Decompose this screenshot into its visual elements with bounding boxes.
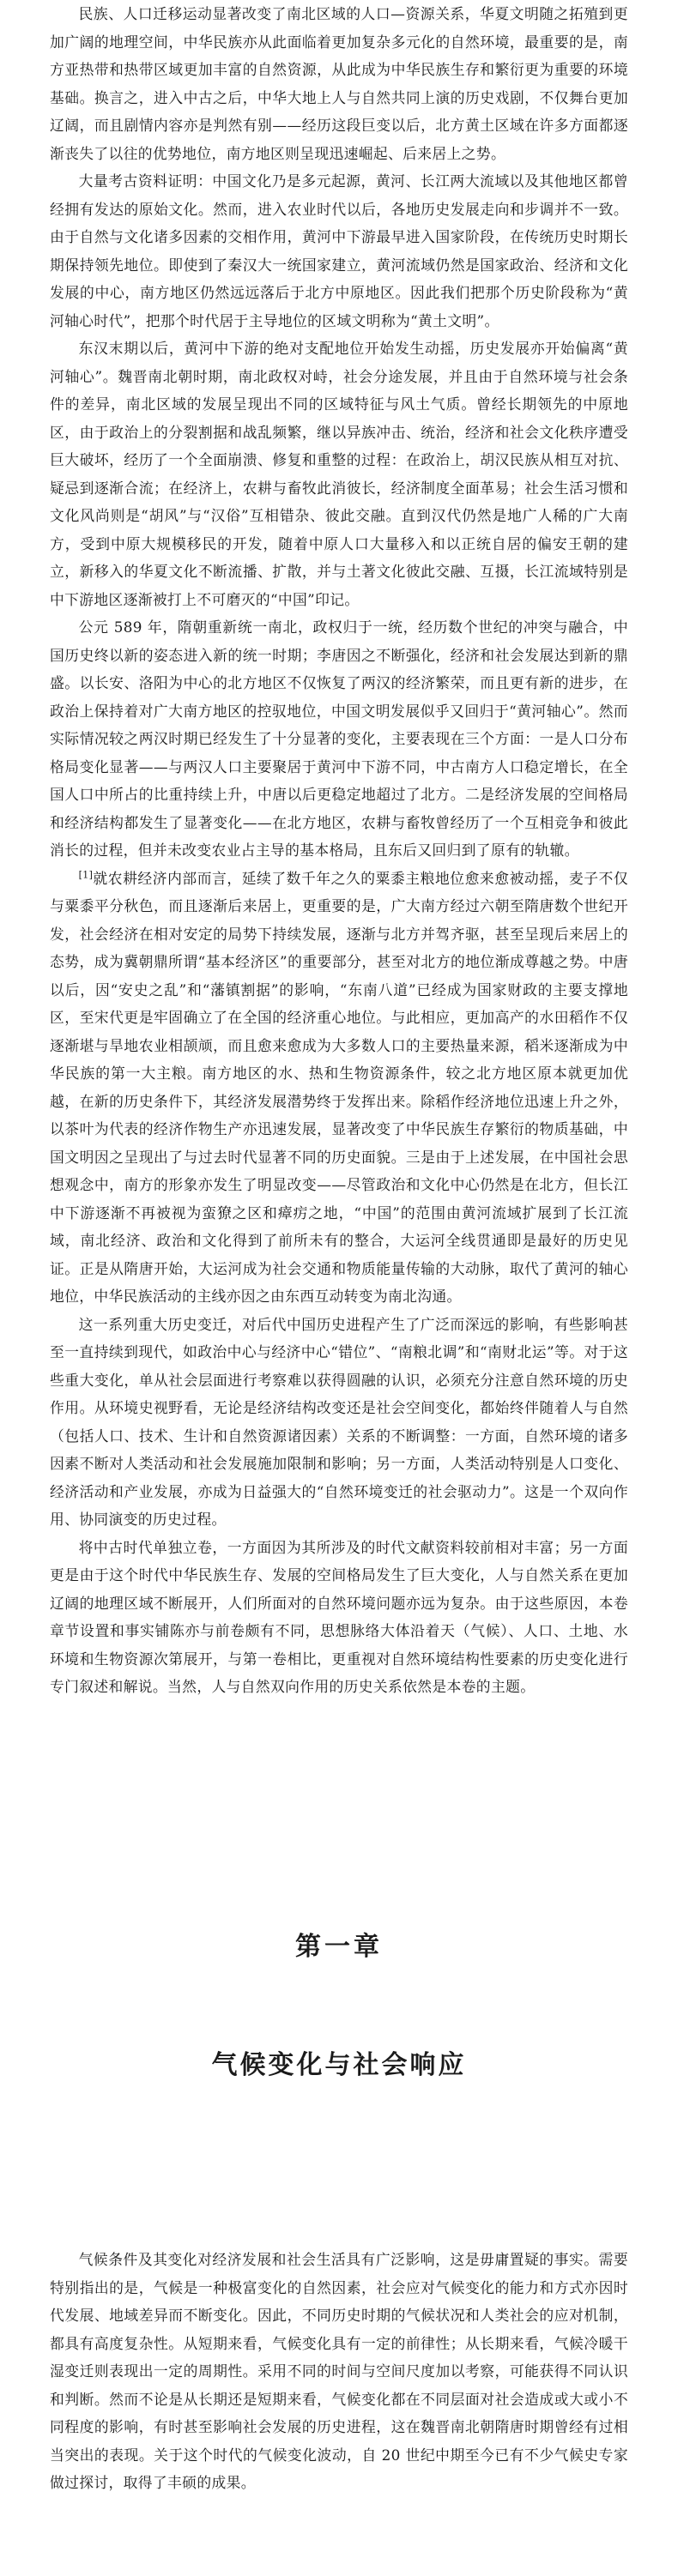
intro-paragraph-3: 东汉末期以后，黄河中下游的绝对支配地位开始发生动摇，历史发展亦开始偏离“黄河轴心”。魏晋南北朝时期，南北政权对峙，社会分途发展，并且由于自然环境与社会条件的差异，南北区域的发展呈现出不同的区域特征与风土气质。曾经长期领先的中原地区，由于政治上的分裂割据和战乱频繁，继以异族冲击、统治，经济和社会文化秩序遭受巨大破坏，经历了一个全面崩溃、修复和重整的过程：在政治上，胡汉民族从相互对抗、疑忌到逐渐合流；在经济上，农耕与畜牧此消彼长，经济制度全面革易；社会生活习惯和文化风尚则是“胡风”与“汉俗”互相错杂、彼此交融。直到汉代仍然是地广人稀的广大南方，受到中原大规模移民的开发，随着中原人口大量移入和以正统自居的偏安王朝的建立，新移入的华夏文化不断流播、扩散，并与土著文化彼此交融、互摄，长江流域特别是中下游地区逐渐被打上不可磨灭的“中国”印记。 [50,340,628,608]
footnote-marker[interactable]: [1] [78,868,94,880]
intro-paragraph-7: 将中古时代单独立卷，一方面因为其所涉及的时代文献资料较前相对丰富；另一方面更是由于这个时代中华民族生存、发展的空间格局发生了巨大变化，人与自然关系在更加辽阔的地理区域不断展开，人们所面对的自然环境问题亦远为复杂。由于这些原因，本卷章节设置和事实铺陈亦与前卷颇有不同，思想脉络大体沿着天（气候）、人口、土地、水环境和生物资源次第展开，与第一卷相比，更重视对自然环境结构性要素的历史变化进行专门叙述和解说。当然，人与自然双向作用的历史关系依然是本卷的主题。 [50,1538,628,1695]
intro-paragraph-5 [50,865,628,1311]
chapter-paragraph-1: 气候条件及其变化对经济发展和社会生活具有广泛影响，这是毋庸置疑的事实。需要特别指出的是，气候是一种极富变化的自然因素，社会应对气候变化的能力和方式亦因时代发展、地域差异而不断变化。因此，不同历史时期的气候状况和人类社会的应对机制，都具有高度复杂性。从短期来看，气候变化具有一定的前律性；从长期来看，气候冷暖干湿变迁则表现出一定的周期性。采用不同的时间与空间尺度加以考察，可能获得不同认识和判断。然而不论是从长期还是短期来看，气候变化都在不同层面对社会造成或大或小不同程度的影响，有时甚至影响社会发展的历史进程，这在魏晋南北朝隋唐时期曾经有过相当突出的表现。关于这个时代的气候变化波动，自 20 世纪中期至今已有不少气候史专家做过探讨，取得了丰硕的成果。 [50,2251,628,2491]
chapter-body [50,2246,628,2497]
chapter-title: 气候变化与社会响应 [211,2050,467,2080]
intro-paragraph-6: 这一系列重大历史变迁，对后代中国历史进程产生了广泛而深远的影响，有些影响甚至一直持续到现代，如政治中心与经济中心“错位”、“南粮北调”和“南财北运”等。对于这些重大变化，单从社会层面进行考察难以获得圆融的认识，必须充分注意自然环境的历史作用。从环境史视野看，无论是经济结构改变还是社会空间变化，都始终伴随着人与自然（包括人口、技术、生计和自然资源诸因素）关系的不断调整：一方面，自然环境的诸多因素不断对人类活动和社会发展施加限制和影响；另一方面，人类活动特别是人口变化、经济活动和产业发展，亦成为日益强大的“自然环境变迁的社会驱动力”。这是一个双向作用、协同演变的历史过程。 [50,1315,628,1528]
intro-paragraph-5-text: 就农耕经济内部而言，延续了数千年之久的粟黍主粮地位愈来愈被动摇，麦子不仅与粟黍平分秋色，而且逐渐后来居上，更重要的是，广大南方经过六朝至隋唐数个世纪开发，社会经济在相对安定的局势下持续发展，逐渐与北方并驾齐驱，甚至呈现后来居上的态势，成为冀朝鼎所谓“基本经济区”的重要部分，甚至对北方的地位渐成尊越之势。中唐以后，因“安史之乱”和“藩镇割据”的影响，“东南八道”已经成为国家财政的主要支撑地区，至宋代更是牢固确立了在全国的经济重心地位。与此相应，更加高产的水田稻作不仅逐渐堪与旱地农业相颉颃，而且愈来愈成为大多数人口的主要热量来源，稻米逐渐成为中华民族的第一大主粮。南方地区的水、热和生物资源条件，较之北方地区原本就更加优越，在新的历史条件下，其经济发展潜势终于发挥出来。除稻作经济地位迅速上升之外，以茶叶为代表的经济作物生产亦迅速发展，显著改变了中华民族生存繁衍的物质基础，中国文明因之呈现出了与过去时代显著不同的历史面貌。三是由于上述发展，在中国社会思想观念中，南方的形象亦发生了明显改变——尽管政治和文化中心仍然是在北方，但长江中下游逐渐不再被视为蛮獠之区和瘴疠之地，“中国”的范围由黄河流域扩展到了长江流域，南北经济、政治和文化得到了前所未有的整合，大运河全线贯通即是最好的历史见证。正是从隋唐开始，大运河成为社会交通和物质能量传输的大动脉，取代了黄河的轴心地位，中华民族活动的主线亦因之由东西互动转变为南北沟通。 [50,869,628,1305]
chapter-number: 第一章 [295,1932,383,1962]
introduction-text [50,0,628,1701]
intro-paragraph-2: 大量考古资料证明：中国文化乃是多元起源，黄河、长江两大流域以及其他地区都曾经拥有发达的原始文化。然而，进入农业时代以后，各地历史发展走向和步调并不一致。由于自然与文化诸多因素的交相作用，黄河中下游最早进入国家阶段，在传统历史时期长期保持领先地位。即使到了秦汉大一统国家建立，黄河流域仍然是国家政治、经济和文化发展的中心，南方地区仍然远远落后于北方中原地区。因此我们把那个历史阶段称为“黄河轴心时代”，把那个时代居于主导地位的区域文明称为“黄土文明”。 [50,172,628,329]
intro-paragraph-1: 民族、人口迁移运动显著改变了南北区域的人口—资源关系，华夏文明随之拓殖到更加广阔的地理空间，中华民族亦从此面临着更加复杂多元化的自然环境，最重要的是，南方亚热带和热带区域更加丰富的自然资源，从此成为中华民族生存和繁衍更为重要的环境基础。换言之，进入中古之后，中华大地上人与自然共同上演的历史戏剧，不仅舞台更加辽阔，而且剧情内容亦是判然有别——经历这段巨变以后，北方黄土区域在许多方面都逐渐丧失了以往的优势地位，南方地区则呈现迅速崛起、后来居上之势。 [50,5,628,162]
intro-paragraph-4: 公元 589 年，隋朝重新统一南北，政权归于一统，经历数个世纪的冲突与融合，中国历史终以新的姿态进入新的统一时期；李唐因之不断强化，经济和社会发展达到新的鼎盛。以长安、洛阳为中心的北方地区不仅恢复了两汉的经济繁荣，而且更有新的进步，在政治上保持着对广大南方地区的控驭地位，中国文明发展似乎又回归于“黄河轴心”。然而实际情况较之两汉时期已经发生了十分显著的变化，主要表现在三个方面：一是人口分布格局变化显著——与两汉人口主要聚居于黄河中下游不同，中古南方人口稳定增长，在全国人口中所占的比重持续上升，中唐以后更稳定地超过了北方。二是经济发展的空间格局和经济结构都发生了显著变化——在北方地区，农耕与畜牧曾经历了一个互相竞争和彼此消长的过程，但并未改变农业占主导的基本格局，且东后又回归到了原有的轨辙。 [50,618,628,859]
